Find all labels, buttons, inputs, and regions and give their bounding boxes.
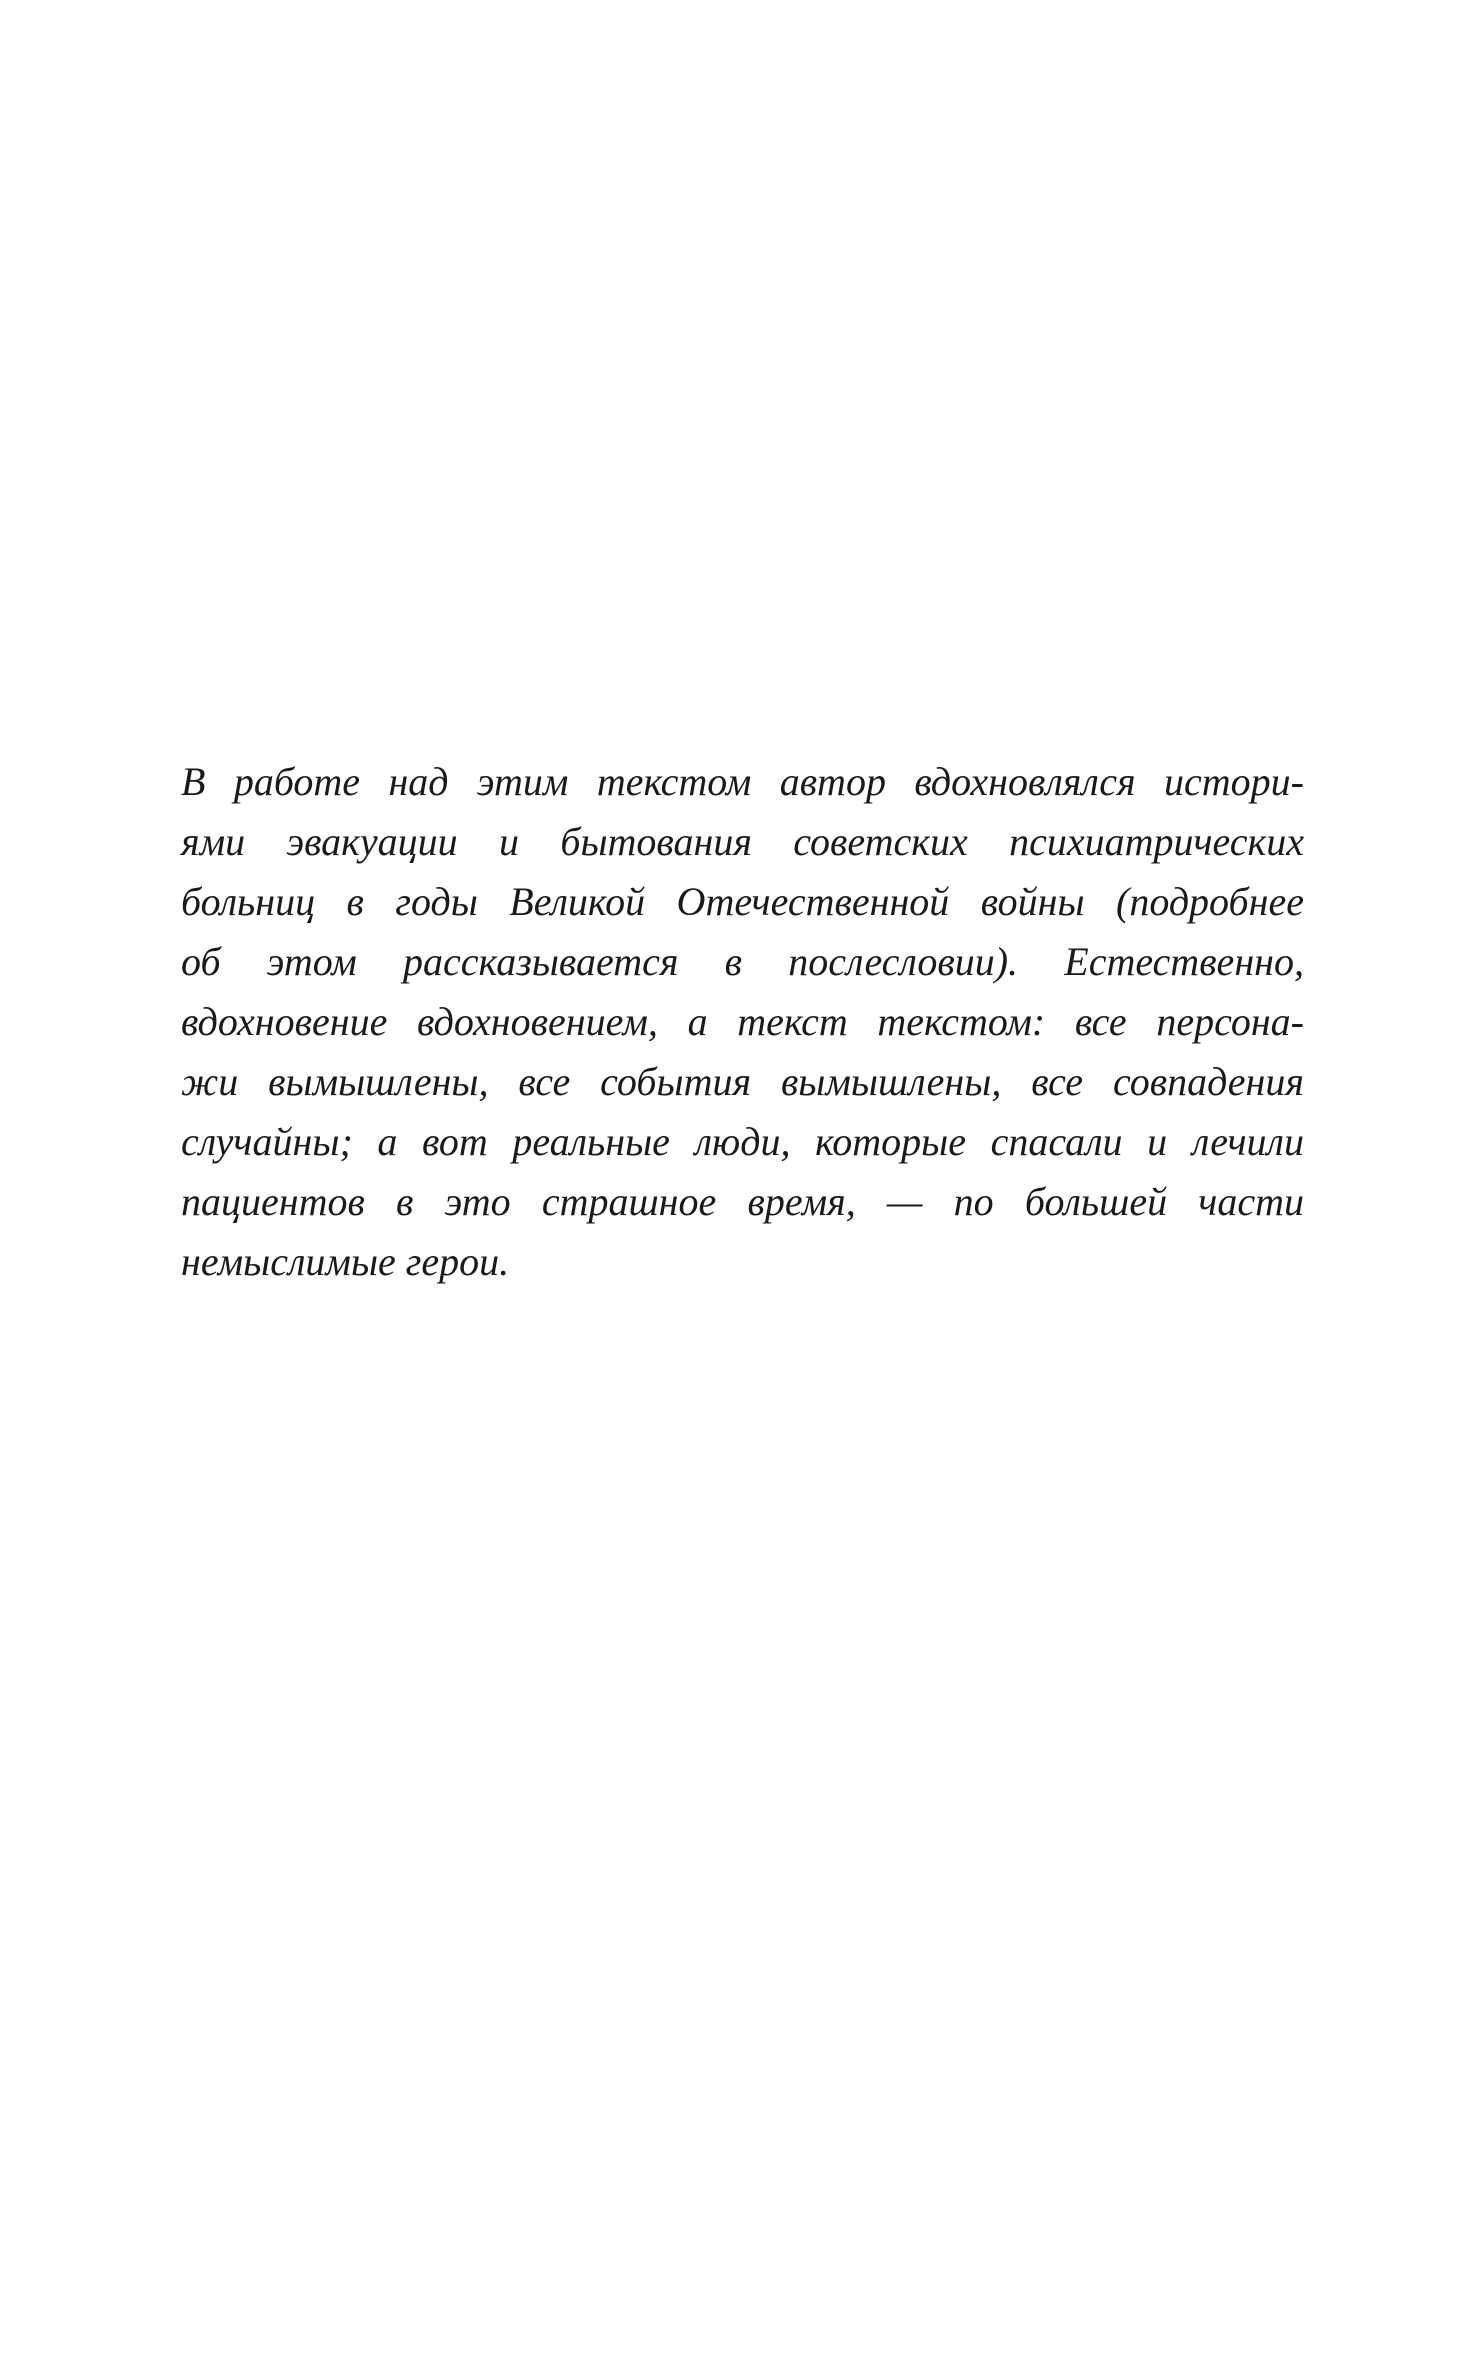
text-line: немыслимые герои. <box>181 1239 510 1284</box>
text-line: жи вымышлены, все события вымышлены, все совпадения <box>181 1059 1304 1104</box>
text-line: больниц в годы Великой Отечественной войны (подробнее <box>181 879 1304 924</box>
text-line: вдохновение вдохновением, а текст текстом: все персона- <box>181 999 1304 1044</box>
text-line: об этом рассказывается в послесловии). Естественно, <box>181 939 1304 984</box>
text-line: пациентов в это страшное время, — по большей части <box>181 1179 1304 1224</box>
author-note-paragraph <box>181 752 1304 1292</box>
text-line: В работе над этим текстом автор вдохновлялся истори- <box>181 759 1304 804</box>
text-line: случайны; а вот реальные люди, которые спасали и лечили <box>181 1119 1304 1164</box>
text-line: ями эвакуации и бытования советских психиатрических <box>181 819 1304 864</box>
